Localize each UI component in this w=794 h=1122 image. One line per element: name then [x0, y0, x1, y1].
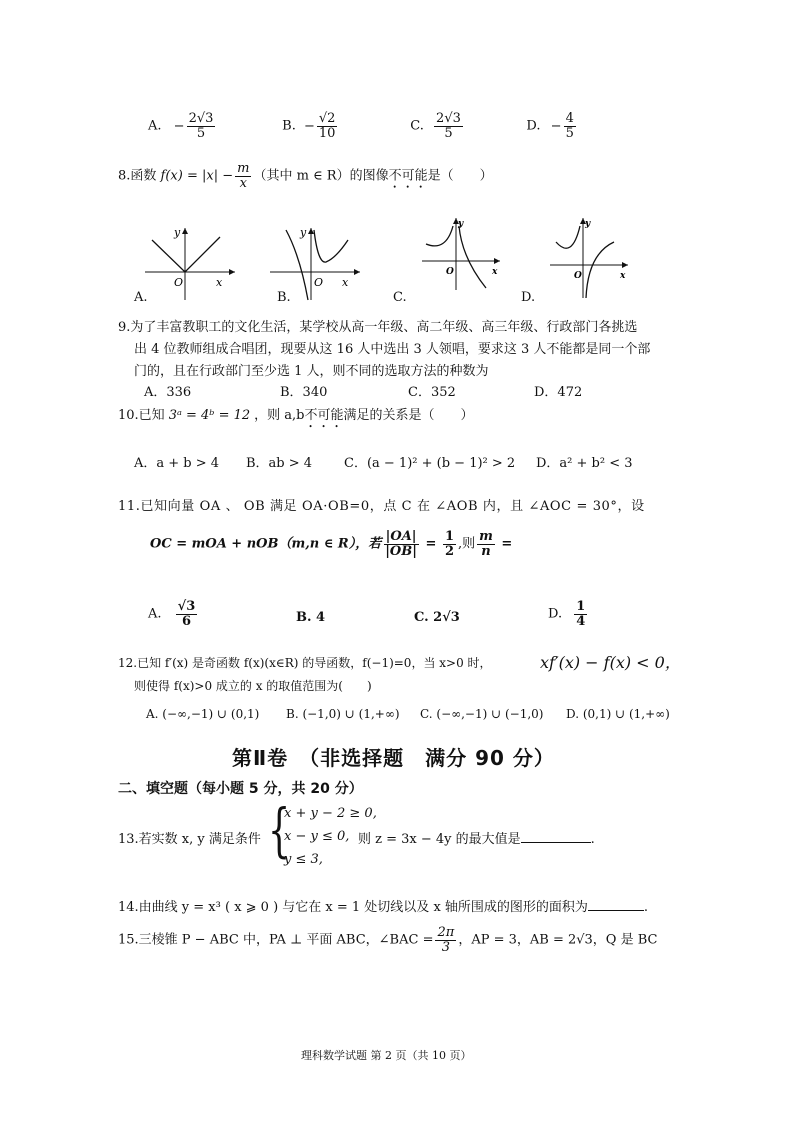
q11-d-den: 4 [576, 613, 586, 629]
q11-option-a [148, 600, 199, 628]
q11-option-b: B. 4 [296, 610, 326, 625]
q8-graph-d [548, 214, 633, 300]
graph-d-left-branch [556, 226, 580, 248]
q8-function: f(x) = |x| − [160, 168, 234, 184]
graph-c-y-label: y [458, 219, 464, 229]
q13-question [358, 828, 595, 847]
q14-question [118, 896, 648, 915]
q8-graph-a [140, 222, 240, 302]
q10-emphasis: 不可能 [304, 408, 344, 423]
graph-a-y-arrow [182, 228, 188, 234]
q11-half-num: 1 [444, 529, 454, 544]
q12-condition: xf′(x) − f(x) < 0， [540, 653, 681, 672]
q13-prefix: 13.若实数 x, y 满足条件 [118, 832, 261, 847]
q10-option-b: B．ab > 4 [246, 456, 313, 471]
q7-d-sign: − [550, 118, 562, 134]
graph-b-x-arrow [354, 269, 360, 275]
q11-d-num: 1 [576, 599, 586, 614]
q7-c-den: 5 [444, 125, 453, 141]
q11-option-d-label: D. [548, 606, 563, 622]
q9-option-d: D．472 [534, 385, 583, 400]
q10-option-a: A．a + b > 4 [134, 456, 220, 471]
graph-d-origin: O [574, 271, 582, 281]
graph-c-origin: O [446, 267, 454, 277]
q13-constraint-3: y ≤ 3, [284, 852, 323, 867]
q11-ratio-num: |OA| [385, 529, 417, 544]
q7-c-fraction [434, 112, 463, 140]
q7-a-den: 5 [196, 125, 206, 141]
q7-b-fraction [317, 112, 338, 140]
q11-then: ,则 [457, 536, 476, 552]
q11-mn [477, 530, 495, 558]
q11-half-den: 2 [444, 543, 454, 559]
q8-graph-c-label: C. [393, 290, 407, 305]
q11-option-c: C. 2√3 [414, 610, 460, 625]
q15-frac-num: 2π [437, 925, 455, 940]
q10-stem [118, 404, 474, 431]
q11-mn-den: n [481, 543, 491, 559]
q13-constraint-1: x + y − 2 ≥ 0, [284, 806, 377, 821]
q7-a-num: 2√3 [188, 111, 214, 126]
q11-line-2: OC = mOA + nOB（m,n ∈ R），若 $\frac{|OA|}{|OB|}$ = $\frac{1}{2}$ ,则 $\frac{m}{n}$ = [150, 529, 513, 559]
section-two-title: 二、填空题（每小题 5 分，共 20 分） [118, 781, 363, 797]
graph-d-y-label: y [585, 219, 591, 229]
q7-d-num: 4 [565, 111, 574, 126]
q9-option-b: B．340 [280, 385, 328, 400]
q7-b-sign: − [303, 118, 315, 134]
graph-d-x-arrow [622, 262, 628, 268]
q9-line-1: 9.为了丰富教职工的文化生活，某学校从高一年级、高二年级、高三年级、行政部门各挑选 [118, 320, 638, 335]
q11-option-d [548, 600, 589, 628]
graph-b-y-arrow [308, 228, 314, 234]
q13-end: . [590, 832, 595, 847]
q13-constraint-2: x − y ≤ 0, [284, 829, 350, 844]
q15-fraction [435, 926, 456, 954]
graph-d-right-branch [586, 242, 614, 298]
graph-a-y-label: y [174, 226, 181, 239]
q11-a-den: 6 [181, 613, 191, 629]
graph-c-x-label: x [492, 267, 498, 277]
q12-option-d: D. (0,1) ∪ (1,+∞) [566, 707, 670, 721]
q8-condition: （其中 m ∈ R）的图像 [253, 168, 389, 184]
q11-line-1: 11.已知向量 OA 、 OB 满足 OA·OB=0，点 C 在 ∠AOB 内，且 ∠AOC = 30°，设 [118, 499, 645, 514]
q11-ratio [383, 530, 419, 558]
q11-a-fraction [176, 600, 198, 628]
part-two-title: 第Ⅱ卷 （非选择题 满分 90 分） [232, 746, 555, 770]
q10-option-c: C．(a − 1)² + (b − 1)² > 2 [344, 456, 516, 471]
q9-option-c: C．352 [408, 385, 456, 400]
graph-b-x-label: x [342, 276, 349, 289]
q8-fraction [235, 162, 251, 190]
q14-answer-blank[interactable] [588, 910, 644, 911]
q8-prefix: 8.函数 [118, 168, 157, 184]
q15-question [118, 926, 657, 954]
q11-mn-num: m [479, 529, 493, 544]
graph-b-origin: O [314, 276, 324, 289]
page-footer: 理科数学试题 第 2 页（共 10 页） [301, 1049, 472, 1062]
q10-mid: ，则 a,b [254, 408, 305, 423]
q8-graph-a-label: A. [134, 290, 148, 305]
q8-graph-c [420, 214, 505, 294]
q7-d-den: 5 [565, 125, 574, 141]
q7-c-num: 2√3 [436, 111, 461, 126]
q12-option-b: B. (−1,0) ∪ (1,+∞) [286, 707, 400, 721]
q13-brace: { [268, 796, 291, 864]
q7-option-c [410, 112, 522, 140]
graph-b-y-label: y [300, 226, 307, 239]
graph-c-left-branch [426, 226, 453, 246]
q7-b-den: 10 [318, 125, 336, 141]
q14-text: 14.由曲线 y = x³ ( x ⩾ 0 ) 与它在 x = 1 处切线以及 x 轴所围成的图形的面积为 [118, 900, 588, 915]
q12-option-c: C. (−∞,−1) ∪ (−1,0) [420, 707, 544, 721]
graph-c-x-arrow [494, 258, 500, 264]
q7-option-a-label: A. [148, 118, 162, 134]
q12-line-1: 12.已知 f′(x) 是奇函数 f(x)(x∈R) 的导函数，f(−1)=0，当 x>0 时， [118, 656, 492, 670]
q7-option-a [148, 112, 278, 140]
q10-equation: 3ᵃ = 4ᵇ = 12 [168, 408, 251, 423]
q8-graph-b-label: B. [277, 290, 291, 305]
q11-half [443, 530, 456, 558]
q7-option-d-label: D. [526, 118, 541, 134]
q11-a-num: √3 [177, 599, 196, 614]
graph-a-origin: O [174, 276, 184, 289]
q7-options [148, 112, 578, 140]
q9-line-3: 门的，且在行政部门至少选 1 人，则不同的选取方法的种数为 [134, 364, 489, 379]
q12-option-a: A. (−∞,−1) ∪ (0,1) [146, 707, 260, 721]
q12-line-2: 则使得 f(x)>0 成立的 x 的取值范围为( ) [134, 679, 372, 693]
q15-frac-den: 3 [441, 939, 451, 955]
q7-option-b [282, 112, 406, 140]
q7-a-sign: − [173, 118, 185, 134]
q8-stem [118, 162, 493, 192]
q13-suffix: 则 z = 3x − 4y 的最大值是 [358, 832, 521, 847]
q11-option-a-label: A. [148, 606, 162, 622]
q7-a-fraction [187, 112, 216, 140]
q7-option-c-label: C. [410, 118, 424, 134]
q10-suffix: 满足的关系是（ ） [343, 408, 474, 423]
graph-a-x-label: x [216, 276, 223, 289]
q8-frac-num: m [237, 161, 250, 176]
q11-ratio-den: |OB| [385, 543, 417, 559]
q9-option-a: A．336 [144, 385, 192, 400]
q7-d-fraction [564, 112, 576, 140]
q8-emphasis: 不可能 [388, 168, 428, 184]
q10-prefix: 10.已知 [118, 408, 165, 423]
q7-option-d [526, 112, 577, 140]
q7-b-num: √2 [318, 111, 336, 126]
q7-option-b-label: B. [282, 118, 296, 134]
q8-graph-d-label: D. [521, 290, 536, 305]
q9-line-2: 出 4 位教师组成合唱团，现要从这 16 人中选出 3 人领唱，要求这 3 人不能都是同一个部 [134, 342, 651, 357]
q14-end: . [643, 900, 649, 915]
graph-a-curve [152, 237, 220, 272]
q8-suffix: 是（ ） [427, 168, 493, 184]
graph-d-x-label: x [620, 271, 626, 281]
q8-frac-den: x [239, 175, 247, 191]
q13-answer-blank[interactable] [521, 842, 591, 843]
q10-option-d: D．a² + b² < 3 [536, 456, 633, 471]
q11-d-fraction [574, 600, 587, 628]
graph-b-right-branch [314, 230, 348, 262]
q15-text-a: 15.三棱锥 P − ABC 中，PA ⊥ 平面 ABC，∠BAC = [118, 932, 434, 948]
graph-c-right-branch [459, 226, 486, 288]
q11-line-2-text: OC = mOA + nOB（m,n ∈ R），若 [150, 536, 382, 552]
q15-text-b: ，AP = 3，AB = 2√3，Q 是 BC [458, 932, 658, 948]
graph-a-x-arrow [229, 269, 235, 275]
